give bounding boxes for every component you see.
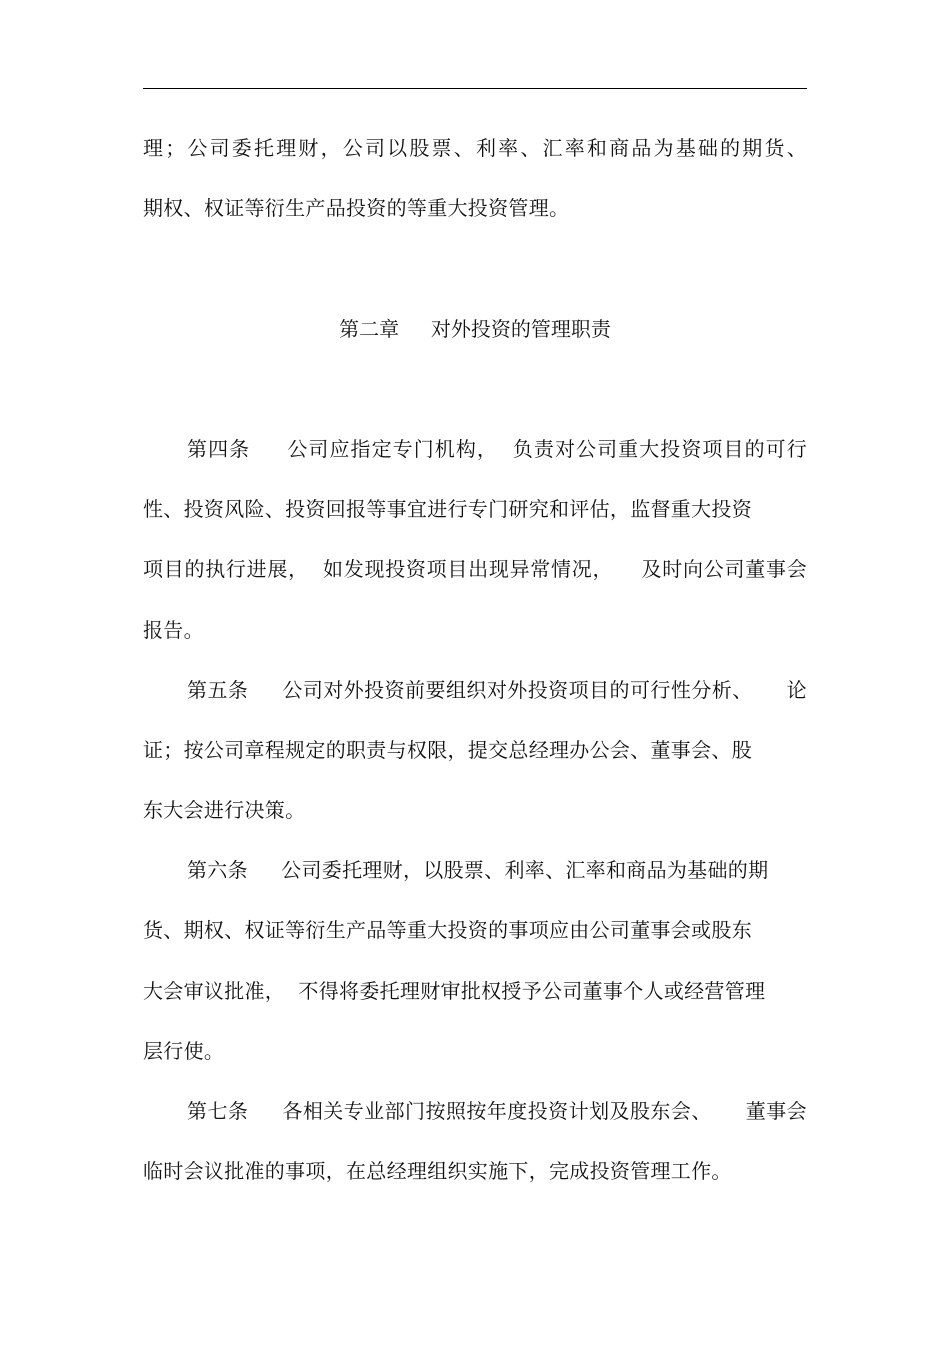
article-6-line-3: 大会审议批准， 不得将委托理财审批权授予公司董事个人或经营管理 [143,979,766,1003]
article-5-line-1: 第五条 公司对外投资前要组织对外投资项目的可行性分析、 论 [187,678,807,702]
article-5-line-3: 东大会进行决策。 [143,798,306,822]
article-4-line-4: 报告。 [143,618,204,642]
chapter-heading: 第二章 对外投资的管理职责 [339,317,611,341]
article-6-line-2: 货、期权、权证等衍生产品等重大投资的事项应由公司董事会或股东 [143,918,752,942]
paragraph-line: 理；公司委托理财，公司以股票、利率、汇率和商品为基础的期货、 [143,136,807,160]
header-rule [143,88,807,89]
article-6-line-1: 第六条 公司委托理财，以股票、利率、汇率和商品为基础的期 [187,858,769,882]
article-4-line-1: 第四条 公司应指定专门机构， 负责对公司重大投资项目的可行 [187,437,807,461]
article-7-line-2: 临时会议批准的事项，在总经理组织实施下，完成投资管理工作。 [143,1159,732,1183]
article-5-line-2: 证；按公司章程规定的职责与权限，提交总经理办公会、董事会、股 [143,738,752,762]
article-6-line-4: 层行使。 [143,1039,225,1063]
article-4-line-2: 性、投资风险、投资回报等事宜进行专门研究和评估，监督重大投资 [143,497,752,521]
article-4-line-3: 项目的执行进展， 如发现投资项目出现异常情况， 及时向公司董事会 [143,557,807,581]
article-7-line-1: 第七条 各相关专业部门按照按年度投资计划及股东会、 董事会 [187,1099,807,1123]
paragraph-line: 期权、权证等衍生产品投资的等重大投资管理。 [143,196,570,220]
